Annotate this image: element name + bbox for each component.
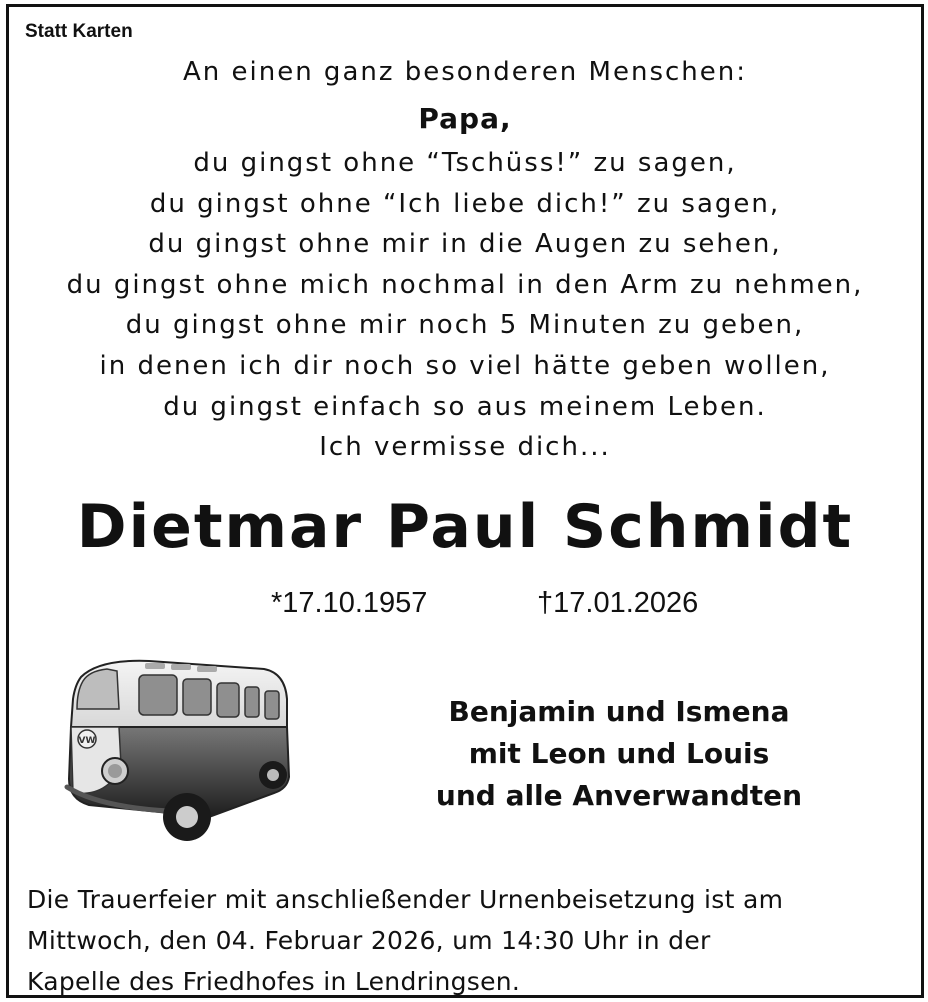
death-date: †17.01.2026 [537, 587, 699, 619]
header-note: Statt Karten [25, 21, 133, 42]
poem-line: du gingst ohne mich nochmal in den Arm zu nehmen, [66, 269, 864, 300]
poem-line: du gingst ohne “Tschüss!” zu sagen, [193, 148, 737, 178]
service-line: Mittwoch, den 04. Februar 2026, um 14:30 Uhr in der [27, 926, 711, 955]
family-line: mit Leon und Louis [468, 737, 770, 770]
poem-line: du gingst ohne mir noch 5 Minuten zu geben, [125, 310, 805, 341]
obituary-notice [6, 4, 924, 998]
family-line: und alle Anverwandten [435, 779, 803, 812]
poem-line: du gingst einfach so aus meinem Leben. [163, 391, 767, 422]
service-line: Die Trauerfeier mit anschließender Urnenbeisetzung ist am [27, 885, 784, 914]
poem-line: du gingst ohne “Ich liebe dich!” zu sagen, [149, 188, 781, 219]
birth-date: *17.10.1957 [271, 587, 428, 619]
funeral-service-info [27, 879, 917, 1002]
poem [9, 143, 921, 468]
salutation: Papa, [418, 102, 512, 135]
svg-text:VW: VW [78, 736, 96, 746]
vw-bus-icon [59, 647, 299, 857]
intro-line: An einen ganz besonderen Menschen: [182, 57, 748, 87]
family-line: Benjamin und Ismena [448, 695, 790, 728]
service-line: Kapelle des Friedhofes in Lendringsen. [27, 967, 521, 996]
poem-line: in denen ich dir noch so viel hätte geben wollen, [99, 350, 831, 381]
family-signature [409, 691, 829, 817]
deceased-name: Dietmar Paul Schmidt [76, 492, 854, 562]
poem-line: Ich vermisse dich... [319, 432, 611, 463]
poem-line: du gingst ohne mir in die Augen zu sehen, [148, 229, 782, 260]
